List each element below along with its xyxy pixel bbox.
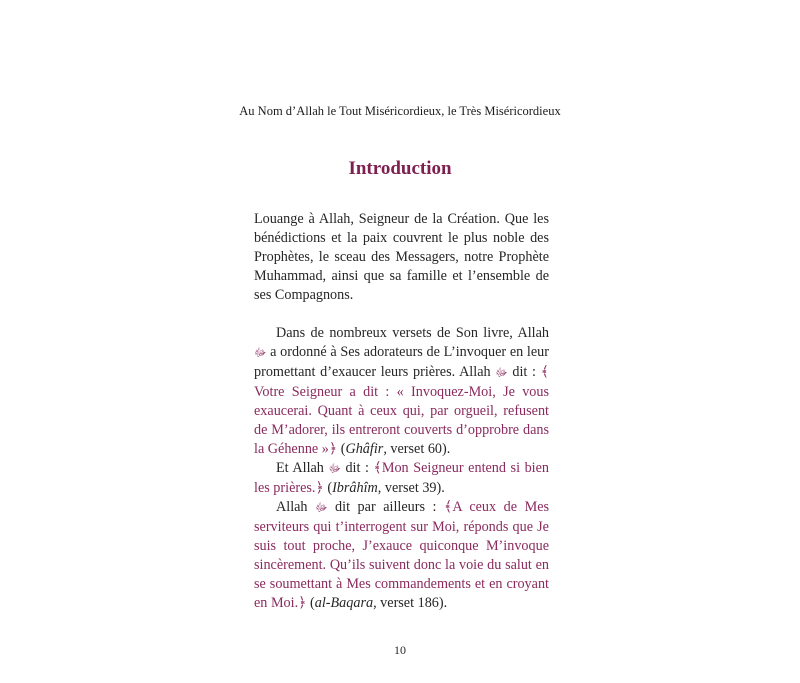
close-bracket: ﴿ <box>315 480 324 496</box>
open-bracket: ﴾ <box>540 364 550 380</box>
paragraph-3: Et Allah ﷻ dit : ﴾Mon Seigneur entend si bien les prières.﴿ (Ibrâhîm, verset 39). <box>254 460 549 496</box>
open-bracket: ﴾ <box>373 460 382 476</box>
reference-name: Ghâfir <box>345 441 384 457</box>
paragraph-2-intro: Dans de nombreux versets de Son livre, Allah <box>276 325 549 341</box>
salla-glyph-icon: ﷻ <box>315 502 328 514</box>
paragraph-3-intro: Et Allah <box>276 460 324 476</box>
paragraph-4: Allah ﷻ dit par ailleurs : ﴾A ceux de Mes serviteurs qui t’interrogent sur Moi, réponds que Je suis tout proche, J’exauce quiconque M’invoque sincèrement. Qu’ils suivent donc la voie du salut en se soumettant à Mes commandements et en croyant en Moi.﴿ (al-Baqara, verset 186). <box>254 499 550 611</box>
paragraph-4-intro: Allah <box>276 499 308 515</box>
reference-tail: , verset 60). <box>383 441 451 457</box>
paragraph-2: Dans de nombreux versets de Son livre, Allah ﷻ a ordonné à Ses adorateurs de L’invoquer en leur promettant d’exaucer leurs prières. Allah ﷻ dit : ﴾Votre Seigneur a dit : « Invoquez-Moi, Je vous exaucerai. Quant à ceux qui, par orgueil, refusent de M’adorer, ils entreront couverts d’opprobre dans la Géhenne »﴿ (Ghâfir, verset 60). <box>254 325 550 457</box>
salla-glyph-icon: ﷻ <box>254 347 267 359</box>
page-number: 10 <box>394 643 406 657</box>
reference-name: Ibrâhîm <box>332 480 378 496</box>
quran-quote-3: A ceux de Mes serviteurs qui t’interrogent sur Moi, réponds que Je suis tout proche, J’exauce quiconque M’invoque sincèrement. Qu’ils suivent donc la voie du salut en se soumettant à Mes commandements et en croyant en Moi. <box>254 499 550 611</box>
salla-glyph-icon: ﷻ <box>495 367 508 379</box>
quran-quote-2: Mon Seigneur entend si bien les prières. <box>254 460 549 496</box>
reference-tail: , verset 186). <box>373 595 448 611</box>
close-bracket: ﴿ <box>298 595 307 611</box>
quran-quote-1: Votre Seigneur a dit : « Invoquez-Moi, Je vous exaucerai. Quant à ceux qui, par orgueil, refusent de M’adorer, ils entreront couverts d’opprobre dans la Géhenne » <box>254 384 549 457</box>
open-bracket: ﴾ <box>444 499 453 515</box>
paragraph-3-mid: dit : <box>345 460 374 476</box>
page-title: Introduction <box>348 158 452 179</box>
body-text <box>254 210 549 613</box>
reference-tail: , verset 39). <box>377 480 445 496</box>
paragraph-1: Louange à Allah, Seigneur de la Création. Que les bénédictions et la paix couvrent le plus noble des Prophètes, le sceau des Messagers, notre Prophète Muhammad, ainsi que sa famille et l’ensemble de ses Compagnons. <box>254 211 549 303</box>
salla-glyph-icon: ﷻ <box>328 463 341 475</box>
paragraph-4-mid: dit par ailleurs : <box>335 499 444 515</box>
paragraph-2-mid: a ordonné à Ses adorateurs de L’invoquer en leur promettant d’exaucer leurs prières. Allah <box>254 344 549 380</box>
reference-name: al-Baqara <box>314 595 374 611</box>
basmala-header: Au Nom d’Allah le Tout Miséricordieux, le Très Miséricordieux <box>239 104 561 118</box>
paragraph-2-mid2: dit : <box>512 364 541 380</box>
close-bracket: ﴿ <box>328 441 338 457</box>
